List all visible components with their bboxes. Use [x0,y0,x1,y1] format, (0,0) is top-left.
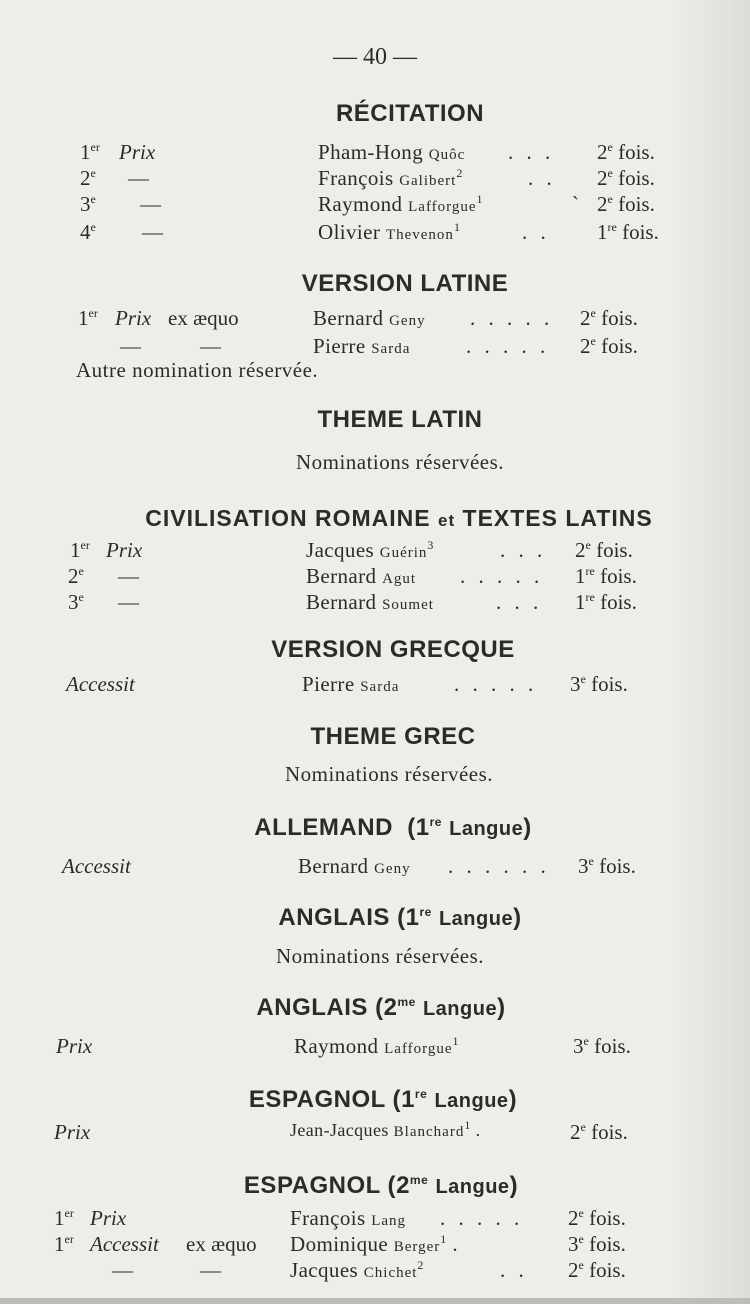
table-row [0,590,750,616]
times-count: 2e fois. [575,538,633,562]
times-count: 2e fois. [570,1120,628,1144]
award: Accessit [90,1232,159,1256]
award: — [200,1258,221,1282]
rank: 3e [80,192,96,216]
award: Prix [90,1206,127,1230]
award: — [140,192,161,216]
laureate-name: Pierre Sarda [313,334,411,358]
award: — [118,590,139,614]
page-bottom-edge [0,1298,750,1304]
leader-dots: . . [500,1258,528,1282]
table-row [0,538,750,564]
leader-dots: . . . . . [440,1206,524,1230]
times-count: 2e fois. [597,140,655,164]
rank: — [120,334,141,358]
rank: 2e [80,166,96,190]
rank: 4e [80,220,96,244]
ex-aequo: ex æquo [186,1232,257,1256]
times-count: 2e fois. [580,306,638,330]
laureate-name: Jacques Chichet$^2$ [290,1258,424,1282]
times-count: 3e fois. [568,1232,626,1256]
leader-dots: . . [528,166,556,190]
table-row [0,1120,750,1146]
award: Prix [54,1120,91,1144]
laureate-name: François Galibert$^2$ [318,166,463,190]
leader-dots: . . . . . [460,564,544,588]
leader-dots: . . . . . . [448,854,550,878]
rank: 2e [68,564,84,588]
award: — [142,220,163,244]
table-row [0,220,750,246]
rank: 1er [70,538,90,562]
leader-dots: . . . . . [454,672,538,696]
times-count: 3e fois. [578,854,636,878]
laureate-name: Dominique Berger$^1$ . [290,1232,459,1256]
times-count: 1re fois. [597,220,659,244]
times-count: 2e fois. [568,1206,626,1230]
table-row [0,166,750,192]
heading-theme-grec: THEME GREC [310,723,476,750]
table-row [0,1232,750,1258]
note-nominations: Nominations réservées. [275,944,485,968]
leader-dots: . . . [508,140,555,164]
leader-dots: . . [522,220,550,244]
times-count: 1re fois. [575,564,637,588]
rank: 1er [80,140,100,164]
ex-aequo: ex æquo [168,306,239,330]
leader-dots: . . . [500,538,547,562]
heading-espagnol-1: ESPAGNOL (1re Langue) [248,1086,518,1113]
laureate-name: Raymond Lafforgue$^1$ [294,1034,459,1058]
leader-dots: . . . . . [470,306,554,330]
table-row [0,672,750,698]
table-row [0,306,750,332]
times-count: 3e fois. [573,1034,631,1058]
heading-anglais-2: ANGLAIS ($2^{me}$ Langue) [256,994,506,1021]
heading-recitation: RÉCITATION [335,100,485,127]
award: Prix [106,538,143,562]
table-row [0,192,750,218]
note-nominations: Nominations réservées. [284,762,494,786]
times-count: 2e fois. [580,334,638,358]
table-row [0,140,750,166]
laureate-name: Bernard Geny [298,854,411,878]
heading-espagnol-2: ESPAGNOL ($2^{me}$ Langue) [243,1172,519,1199]
rank: 1er [54,1206,74,1230]
times-count: 2e fois. [597,192,655,216]
heading-version-grecque: VERSION GRECQUE [271,636,515,663]
award: Accessit [66,672,135,696]
award: — [128,166,149,190]
laureate-name: Jacques Guérin$^3$ [306,538,434,562]
times-count: 2e fois. [597,166,655,190]
laureate-name: François Lang [290,1206,407,1230]
table-row [0,1034,750,1060]
laureate-name: Raymond Lafforgue$^1$ [318,192,483,216]
rank: 3e [68,590,84,614]
times-count: 1re fois. [575,590,637,614]
heading-civilisation: CIVILISATION ROMAINE et TEXTES LATINS [145,505,653,531]
laureate-name: Jean-Jacques Blanchard$^1$ . [290,1118,481,1140]
page-number: — 40 — [333,44,417,70]
table-row [0,334,750,360]
note-nominations: Nominations réservées. [295,450,505,474]
rank: — [112,1258,133,1282]
table-row [0,1258,750,1284]
leader-dots: . . . [496,590,543,614]
heading-theme-latin: THEME LATIN [317,406,483,433]
heading-allemand: ALLEMAND (1re Langue) [254,814,532,841]
laureate-name: Bernard Geny [313,306,426,330]
times-count: 3e fois. [570,672,628,696]
table-row [0,564,750,590]
table-row [0,854,750,880]
award: — [118,564,139,588]
leader-mark: ` [572,192,579,216]
laureate-name: Bernard Soumet [306,590,434,614]
laureate-name: Pierre Sarda [302,672,400,696]
laureate-name: Bernard Agut [306,564,417,588]
laureate-name: Pham-Hong Quôc [318,140,466,164]
times-count: 2e fois. [568,1258,626,1282]
rank: 1er [78,306,98,330]
award: — [200,334,221,358]
leader-dots: . . . . . [466,334,550,358]
heading-version-latine: VERSION LATINE [301,270,509,297]
note-autre-nomination: Autre nomination réservée. [76,358,319,382]
award: Prix [115,306,152,330]
award: Prix [119,140,156,164]
heading-anglais-1: ANGLAIS (1re Langue) [278,904,522,931]
laureate-name: Olivier Thevenon$^1$ [318,220,461,244]
table-row [0,1206,750,1232]
rank: 1er [54,1232,74,1256]
award: Prix [56,1034,93,1058]
award: Accessit [62,854,131,878]
